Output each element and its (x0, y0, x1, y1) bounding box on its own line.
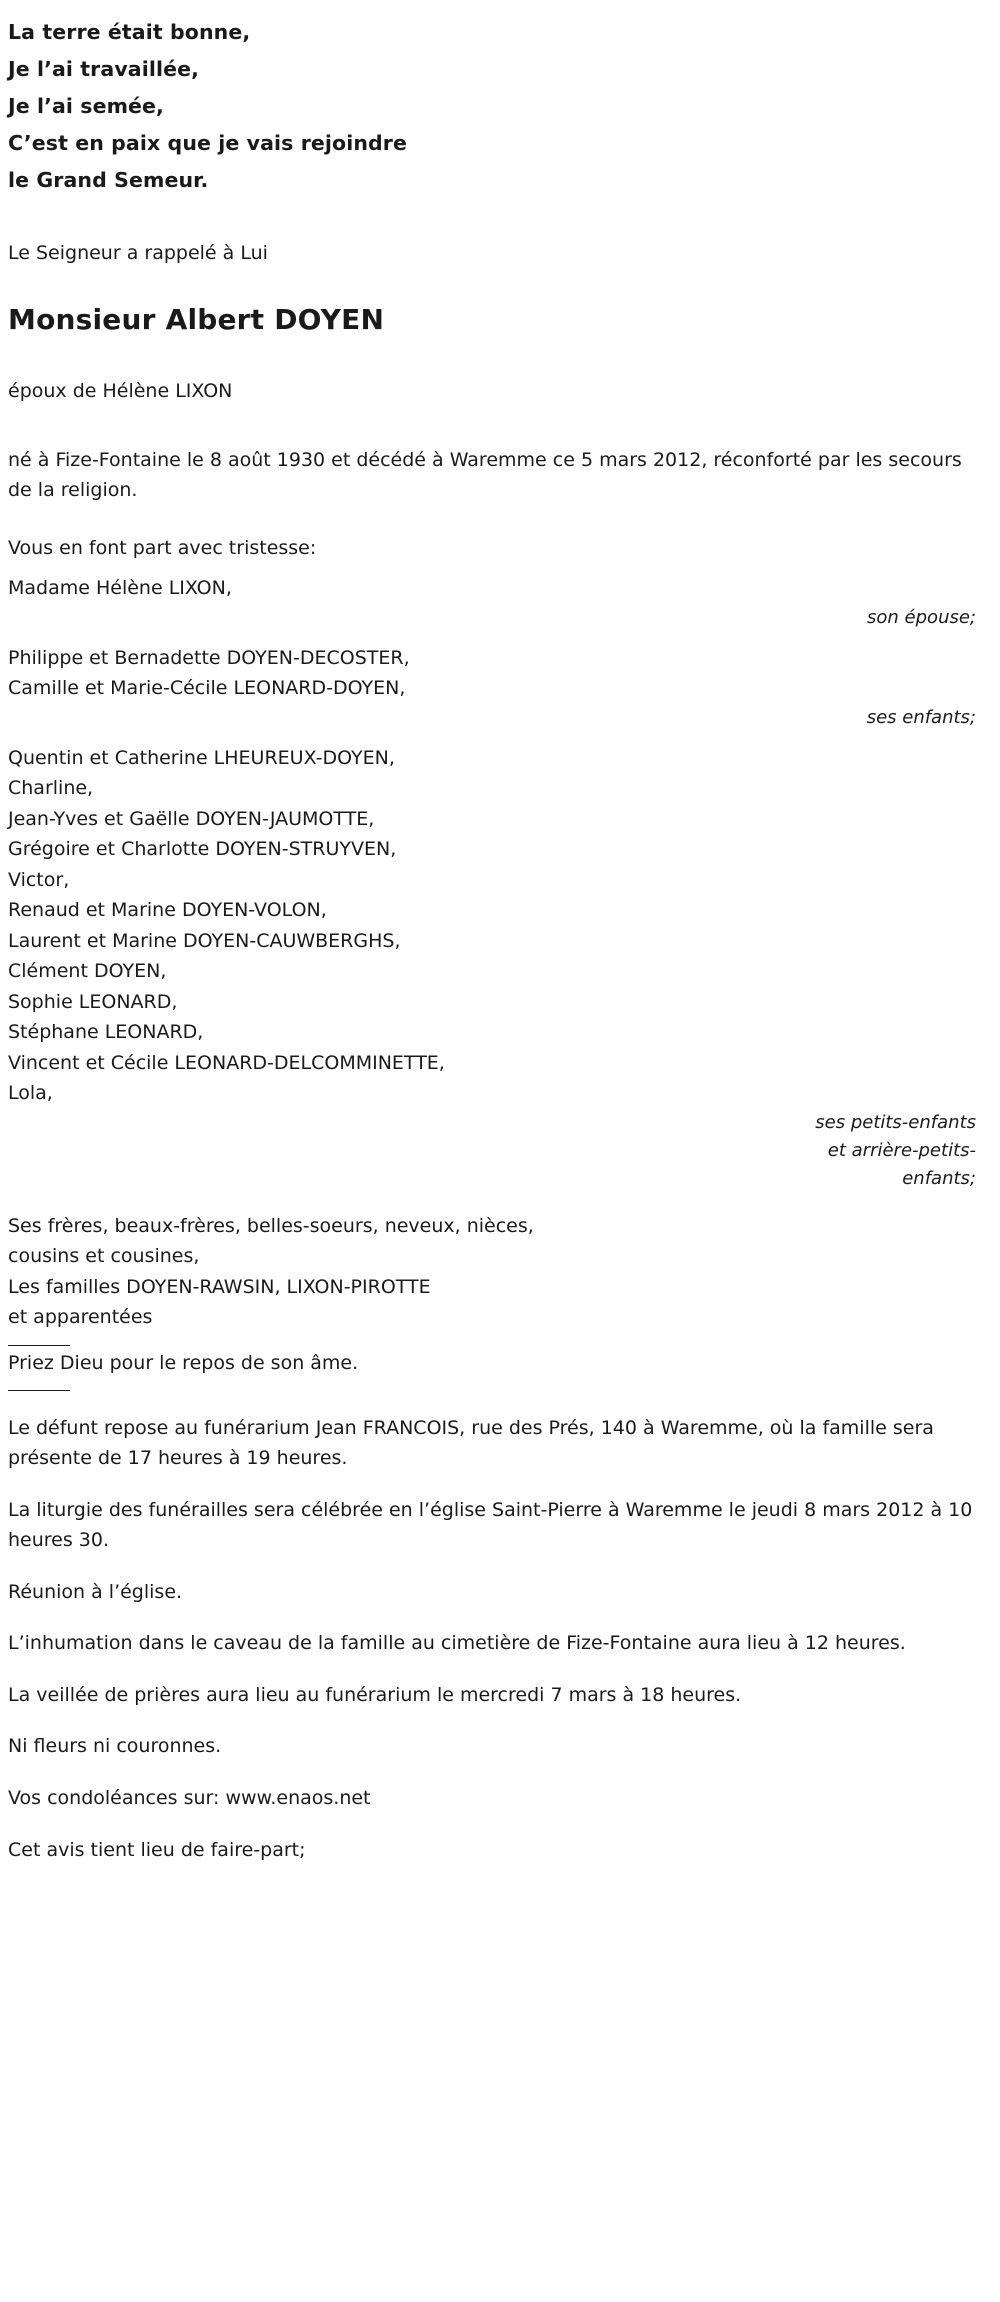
detail-paragraph: L’inhumation dans le caveau de la famille au cimetière de Fize-Fontaine aura lieu à 12 heures. (8, 1632, 906, 1654)
spouse-of-text: époux de Hélène LIXON (8, 380, 233, 402)
poem-line: Je l’ai semée, (8, 94, 164, 118)
spacer (8, 632, 980, 643)
detail-paragraph: La liturgie des funérailles sera célébrée en l’église Saint-Pierre à Waremme le jeudi 8 mars 2012 à 10 heures 30. (8, 1498, 973, 1551)
birth-death-text: né à Fize-Fontaine le 8 août 1930 et décédé à Waremme ce 5 mars 2012, réconforté par les secours de la religion. (8, 449, 962, 501)
family-relation: ses petits-enfants (815, 1111, 976, 1133)
spacer (8, 732, 980, 743)
intro-text: Le Seigneur a rappelé à Lui (8, 242, 268, 264)
family-relation: enfants; (902, 1167, 976, 1189)
announce-text: Vous en font part avec tristesse: (8, 537, 317, 559)
extended-family (8, 1211, 980, 1333)
extended-family-line: et apparentées (8, 1306, 153, 1328)
family-list (8, 573, 980, 1333)
family-member: Philippe et Bernadette DOYEN-DECOSTER, (8, 646, 410, 669)
prayer-text: Priez Dieu pour le repos de son âme. (8, 1351, 359, 1374)
condolences-line: Vos condoléances sur: www.enaos.net (8, 1786, 371, 1809)
extended-family-line: Ses frères, beaux-frères, belles-soeurs, neveux, nièces, (8, 1214, 534, 1237)
family-relation: et arrière-petits- (827, 1139, 976, 1161)
detail-paragraph: La veillée de prières aura lieu au funérarium le mercredi 7 mars à 18 heures. (8, 1683, 742, 1706)
extended-family-line: Les familles DOYEN-RAWSIN, LIXON-PIROTTE (8, 1275, 431, 1298)
family-member: Madame Hélène LIXON, (8, 577, 232, 599)
spacer (8, 1193, 980, 1211)
poem-line: La terre était bonne, (8, 20, 251, 44)
divider-top (8, 1345, 70, 1346)
detail-paragraph: Réunion à l’église. (8, 1580, 183, 1603)
family-relation: ses enfants; (866, 706, 976, 728)
family-member: Camille et Marie-Cécile LEONARD-DOYEN, (8, 677, 406, 699)
family-member: Grégoire et Charlotte DOYEN-STRUYVEN, (8, 838, 397, 860)
family-relation: son épouse; (867, 606, 976, 628)
family-member: Charline, (8, 777, 94, 799)
family-member: Jean-Yves et Gaëlle DOYEN-JAUMOTTE, (8, 807, 375, 830)
deceased-name: Monsieur Albert DOYEN (8, 303, 385, 336)
family-member: Victor, (8, 868, 70, 891)
family-member: Renaud et Marine DOYEN-VOLON, (8, 899, 327, 921)
poem-line: le Grand Semeur. (8, 168, 209, 192)
poem-line: C’est en paix que je vais rejoindre (8, 131, 408, 155)
family-member: Vincent et Cécile LEONARD-DELCOMMINETTE, (8, 1051, 445, 1074)
family-member: Laurent et Marine DOYEN-CAUWBERGHS, (8, 929, 401, 952)
poem-line: Je l’ai travaillée, (8, 57, 199, 81)
divider-bottom (8, 1390, 70, 1391)
family-member: Stéphane LEONARD, (8, 1021, 204, 1043)
poem-block (8, 14, 980, 199)
family-member: Lola, (8, 1082, 53, 1104)
extended-family-line: cousins et cousines, (8, 1245, 200, 1267)
detail-paragraph: Le défunt repose au funérarium Jean FRANCOIS, rue des Prés, 140 à Waremme, où la famille sera présente de 17 heures à 19 heures. (8, 1416, 934, 1469)
family-member: Quentin et Catherine LHEUREUX-DOYEN, (8, 746, 395, 769)
family-member: Sophie LEONARD, (8, 990, 178, 1013)
detail-paragraph: Ni fleurs ni couronnes. (8, 1735, 222, 1757)
footer-note: Cet avis tient lieu de faire-part; (8, 1839, 306, 1861)
funeral-details (8, 1413, 980, 1814)
family-member: Clément DOYEN, (8, 960, 167, 982)
